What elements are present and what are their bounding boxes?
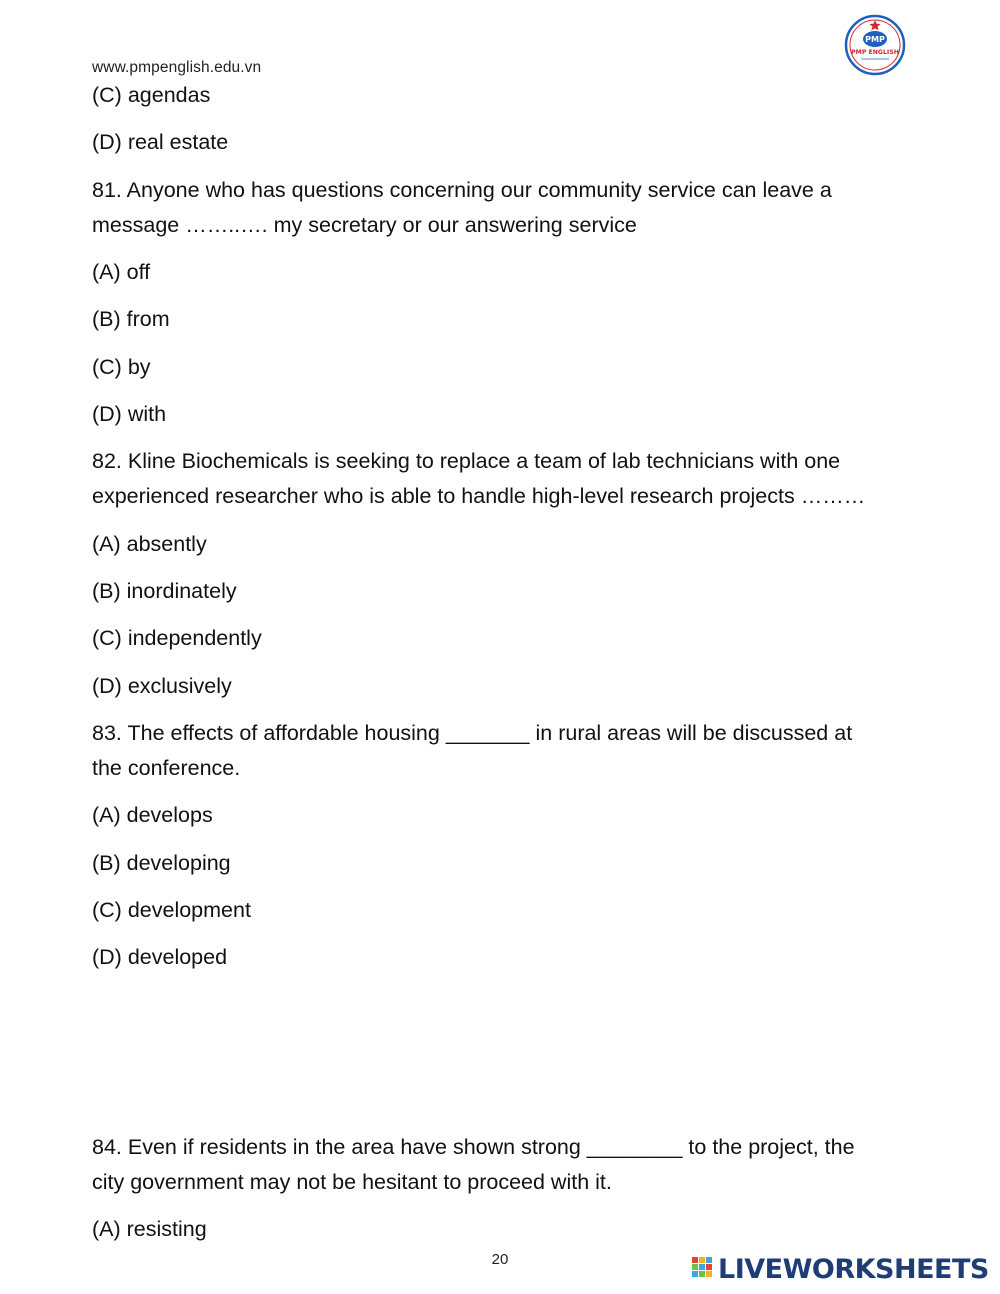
q81-option-a: (A) off	[92, 260, 151, 284]
q83-option-b: (B) developing	[92, 851, 231, 875]
q84-text-line1: 84. Even if residents in the area have shown strong ________ to the project, the	[92, 1135, 855, 1159]
q82-option-b: (B) inordinately	[92, 579, 237, 603]
liveworksheets-brand	[692, 1252, 989, 1286]
q82-text-line1: 82. Kline Biochemicals is seeking to replace a team of lab technicians with one	[92, 449, 841, 473]
q83-option-a: (A) develops	[92, 803, 213, 827]
liveworksheets-text: LIVEWORKSHEETS	[718, 1253, 989, 1285]
q81-text-line2: message ……..…. my secretary or our answering service	[92, 213, 637, 237]
q82-option-a: (A) absently	[92, 532, 207, 556]
q83-option-c: (C) development	[92, 898, 251, 922]
q81-option-d: (D) with	[92, 402, 167, 426]
q84-text-line2: city government may not be hesitant to proceed with it.	[92, 1170, 612, 1194]
q82-option-d: (D) exclusively	[92, 674, 232, 698]
q81-option-c: (C) by	[92, 355, 151, 379]
q81-text-line1: 81. Anyone who has questions concerning our community service can leave a	[92, 178, 832, 202]
q83-text-line2: the conference.	[92, 756, 241, 780]
svg-text:PMP: PMP	[865, 35, 885, 44]
q83-option-d: (D) developed	[92, 945, 228, 969]
liveworksheets-logo-icon	[692, 1257, 714, 1281]
q80-option-d: (D) real estate	[92, 130, 229, 154]
q84-option-a: (A) resisting	[92, 1217, 207, 1241]
page-number: 20	[491, 1251, 509, 1268]
q82-text-line2: experienced researcher who is able to handle high-level research projects ………	[92, 484, 866, 508]
q80-option-c: (C) agendas	[92, 83, 211, 107]
header-url: www.pmpenglish.edu.vn	[92, 59, 262, 76]
pmp-english-logo	[843, 13, 907, 77]
q82-option-c: (C) independently	[92, 626, 262, 650]
q83-text-line1: 83. The effects of affordable housing _______ in rural areas will be discussed at	[92, 721, 853, 745]
q81-option-b: (B) from	[92, 307, 170, 331]
svg-text:PMP ENGLISH: PMP ENGLISH	[851, 49, 899, 56]
